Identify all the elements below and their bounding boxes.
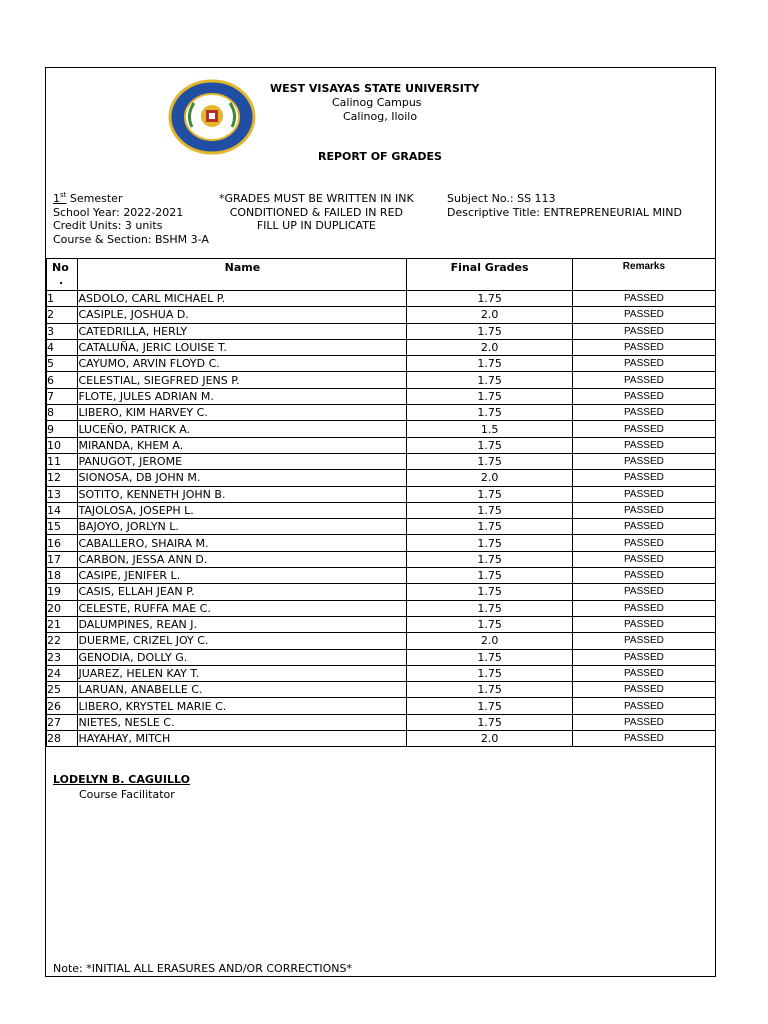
student-name: PANUGOT, JEROME <box>78 453 407 469</box>
remark: PASSED <box>572 698 715 714</box>
course-info <box>53 192 209 246</box>
row-number: 4 <box>47 339 78 355</box>
remark: PASSED <box>572 470 715 486</box>
university-name: WEST VISAYAS STATE UNIVERSITY <box>270 82 480 95</box>
school-year: School Year: 2022-2021 <box>53 205 184 219</box>
table-row <box>47 388 716 404</box>
instruction-line: *GRADES MUST BE WRITTEN IN INK <box>219 192 414 205</box>
final-grade: 1.75 <box>407 698 572 714</box>
final-grade: 1.75 <box>407 486 572 502</box>
grade-report-page <box>45 67 716 977</box>
table-row <box>47 356 716 372</box>
campus-location: Calinog, Iloilo <box>343 110 418 123</box>
final-grade: 1.75 <box>407 600 572 616</box>
student-name: CELESTE, RUFFA MAE C. <box>78 600 407 616</box>
student-name: LIBERO, KIM HARVEY C. <box>78 405 407 421</box>
subject-number: Subject No.: SS 113 <box>447 192 556 205</box>
table-row <box>47 470 716 486</box>
facilitator-name: LODELYN B. CAGUILLO <box>53 773 190 786</box>
remark: PASSED <box>572 551 715 567</box>
final-grade: 1.75 <box>407 356 572 372</box>
row-number: 23 <box>47 649 78 665</box>
final-grade: 1.75 <box>407 323 572 339</box>
facilitator-role: Course Facilitator <box>79 788 175 801</box>
remark: PASSED <box>572 682 715 698</box>
remark: PASSED <box>572 649 715 665</box>
row-number: 14 <box>47 502 78 518</box>
remark: PASSED <box>572 731 715 747</box>
student-name: FLOTE, JULES ADRIAN M. <box>78 388 407 404</box>
remark: PASSED <box>572 568 715 584</box>
table-row <box>47 453 716 469</box>
row-number: 17 <box>47 551 78 567</box>
remark: PASSED <box>572 405 715 421</box>
remark: PASSED <box>572 307 715 323</box>
row-number: 8 <box>47 405 78 421</box>
table-row <box>47 584 716 600</box>
final-grade: 1.75 <box>407 291 572 307</box>
row-number: 18 <box>47 568 78 584</box>
final-grade: 1.75 <box>407 616 572 632</box>
header-no: No . <box>47 259 78 291</box>
remark: PASSED <box>572 356 715 372</box>
row-number: 7 <box>47 388 78 404</box>
remark: PASSED <box>572 421 715 437</box>
student-name: DUERME, CRIZEL JOY C. <box>78 633 407 649</box>
table-row <box>47 307 716 323</box>
student-name: CASIPLE, JOSHUA D. <box>78 307 407 323</box>
table-row <box>47 682 716 698</box>
student-name: SIONOSA, DB JOHN M. <box>78 470 407 486</box>
student-name: CARBON, JESSA ANN D. <box>78 551 407 567</box>
remark: PASSED <box>572 519 715 535</box>
student-name: LUCEÑO, PATRICK A. <box>78 421 407 437</box>
student-name: JUAREZ, HELEN KAY T. <box>78 665 407 681</box>
row-number: 13 <box>47 486 78 502</box>
table-row <box>47 568 716 584</box>
row-number: 20 <box>47 600 78 616</box>
remark: PASSED <box>572 584 715 600</box>
semester-number: 1st <box>53 191 67 205</box>
table-row <box>47 633 716 649</box>
table-row <box>47 600 716 616</box>
remark: PASSED <box>572 502 715 518</box>
table-row <box>47 502 716 518</box>
remark: PASSED <box>572 437 715 453</box>
student-name: HAYAHAY, MITCH <box>78 731 407 747</box>
row-number: 26 <box>47 698 78 714</box>
course-section: Course & Section: BSHM 3-A <box>53 232 209 246</box>
student-name: TAJOLOSA, JOSEPH L. <box>78 502 407 518</box>
row-number: 25 <box>47 682 78 698</box>
final-grade: 1.75 <box>407 665 572 681</box>
row-number: 22 <box>47 633 78 649</box>
final-grade: 1.75 <box>407 682 572 698</box>
student-name: BAJOYO, JORLYN L. <box>78 519 407 535</box>
table-header-row <box>47 259 716 291</box>
remark: PASSED <box>572 486 715 502</box>
table-row <box>47 339 716 355</box>
table-row <box>47 405 716 421</box>
final-grade: 1.75 <box>407 535 572 551</box>
remark: PASSED <box>572 616 715 632</box>
row-number: 6 <box>47 372 78 388</box>
row-number: 27 <box>47 714 78 730</box>
row-number: 3 <box>47 323 78 339</box>
student-name: CASIPE, JENIFER L. <box>78 568 407 584</box>
remark: PASSED <box>572 633 715 649</box>
student-name: LIBERO, KRYSTEL MARIE C. <box>78 698 407 714</box>
subject-info <box>447 192 682 219</box>
table-row <box>47 649 716 665</box>
student-name: MIRANDA, KHEM A. <box>78 437 407 453</box>
row-number: 11 <box>47 453 78 469</box>
remark: PASSED <box>572 453 715 469</box>
remark: PASSED <box>572 388 715 404</box>
final-grade: 2.0 <box>407 470 572 486</box>
final-grade: 1.75 <box>407 388 572 404</box>
header-remarks: Remarks <box>572 259 715 291</box>
remark: PASSED <box>572 600 715 616</box>
row-number: 15 <box>47 519 78 535</box>
student-name: CABALLERO, SHAIRA M. <box>78 535 407 551</box>
university-seal-icon <box>168 79 256 155</box>
final-grade: 1.75 <box>407 437 572 453</box>
remark: PASSED <box>572 535 715 551</box>
student-name: CAYUMO, ARVIN FLOYD C. <box>78 356 407 372</box>
final-grade: 1.75 <box>407 405 572 421</box>
table-row <box>47 665 716 681</box>
table-row <box>47 291 716 307</box>
footer-note: Note: *INITIAL ALL ERASURES AND/OR CORRECTIONS* <box>53 962 352 975</box>
student-name: CASIS, ELLAH JEAN P. <box>78 584 407 600</box>
row-number: 5 <box>47 356 78 372</box>
remark: PASSED <box>572 372 715 388</box>
header-final-grades: Final Grades <box>407 259 572 291</box>
final-grade: 1.75 <box>407 584 572 600</box>
table-row <box>47 519 716 535</box>
table-row <box>47 551 716 567</box>
report-title: REPORT OF GRADES <box>318 150 442 163</box>
table-row <box>47 714 716 730</box>
campus-name: Calinog Campus <box>332 96 422 109</box>
instructions <box>219 192 414 233</box>
row-number: 1 <box>47 291 78 307</box>
remark: PASSED <box>572 339 715 355</box>
row-number: 9 <box>47 421 78 437</box>
student-name: DALUMPINES, REAN J. <box>78 616 407 632</box>
final-grade: 2.0 <box>407 731 572 747</box>
final-grade: 2.0 <box>407 307 572 323</box>
table-row <box>47 731 716 747</box>
student-name: LARUAN, ANABELLE C. <box>78 682 407 698</box>
table-row <box>47 535 716 551</box>
row-number: 12 <box>47 470 78 486</box>
row-number: 21 <box>47 616 78 632</box>
table-row <box>47 437 716 453</box>
row-number: 10 <box>47 437 78 453</box>
table-row <box>47 698 716 714</box>
row-number: 2 <box>47 307 78 323</box>
row-number: 19 <box>47 584 78 600</box>
table-row <box>47 323 716 339</box>
row-number: 28 <box>47 731 78 747</box>
final-grade: 2.0 <box>407 633 572 649</box>
semester-line: 1st Semester <box>53 191 123 205</box>
student-name: GENODIA, DOLLY G. <box>78 649 407 665</box>
table-row <box>47 421 716 437</box>
final-grade: 1.75 <box>407 372 572 388</box>
student-name: CATEDRILLA, HERLY <box>78 323 407 339</box>
final-grade: 1.75 <box>407 568 572 584</box>
credit-units: Credit Units: 3 units <box>53 219 163 232</box>
grades-table <box>46 258 716 747</box>
student-name: CATALUÑA, JERIC LOUISE T. <box>78 339 407 355</box>
student-name: SOTITO, KENNETH JOHN B. <box>78 486 407 502</box>
remark: PASSED <box>572 323 715 339</box>
student-name: ASDOLO, CARL MICHAEL P. <box>78 291 407 307</box>
table-row <box>47 486 716 502</box>
table-row <box>47 616 716 632</box>
final-grade: 1.75 <box>407 714 572 730</box>
final-grade: 1.75 <box>407 502 572 518</box>
final-grade: 1.75 <box>407 453 572 469</box>
row-number: 16 <box>47 535 78 551</box>
remark: PASSED <box>572 291 715 307</box>
final-grade: 1.75 <box>407 519 572 535</box>
row-number: 24 <box>47 665 78 681</box>
header-name: Name <box>78 259 407 291</box>
instruction-line: FILL UP IN DUPLICATE <box>256 219 376 232</box>
student-name: NIETES, NESLE C. <box>78 714 407 730</box>
final-grade: 1.75 <box>407 649 572 665</box>
table-row <box>47 372 716 388</box>
final-grade: 1.75 <box>407 551 572 567</box>
final-grade: 2.0 <box>407 339 572 355</box>
remark: PASSED <box>572 714 715 730</box>
final-grade: 1.5 <box>407 421 572 437</box>
remark: PASSED <box>572 665 715 681</box>
student-name: CELESTIAL, SIEGFRED JENS P. <box>78 372 407 388</box>
descriptive-title: Descriptive Title: ENTREPRENEURIAL MIND <box>447 205 682 219</box>
instruction-line: CONDITIONED & FAILED IN RED <box>229 205 403 219</box>
